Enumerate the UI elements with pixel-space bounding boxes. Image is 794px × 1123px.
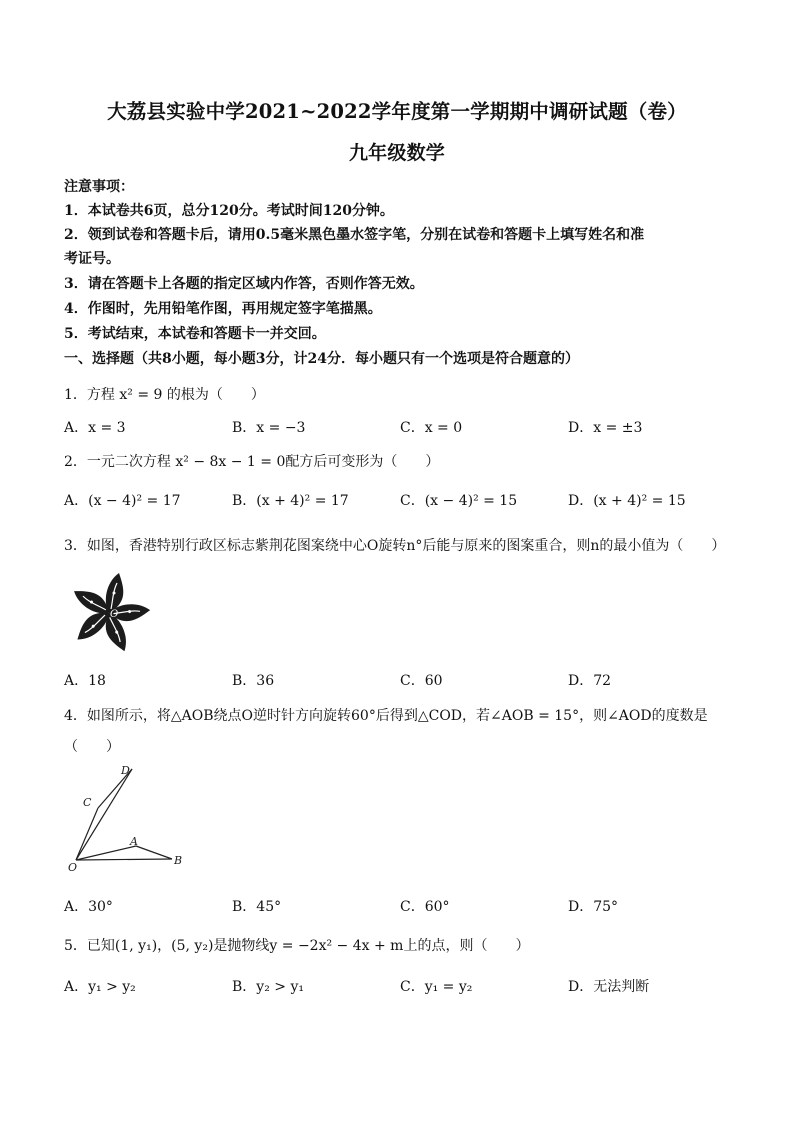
q1-option-b: B．x = −3	[232, 420, 306, 436]
q5-option-c: C．y₁ = y₂	[400, 979, 473, 995]
q5-option-a: A．y₁ > y₂	[64, 979, 136, 995]
q5-option-b: B．y₂ > y₁	[232, 979, 304, 995]
q4-option-b: B．45°	[232, 899, 282, 915]
label-c: C	[83, 796, 92, 809]
q3-option-c: C．60	[400, 673, 443, 689]
q2-option-b: B．(x + 4)² = 17	[232, 493, 349, 509]
notice-item-4: 4．作图时，先用铅笔作图，再用规定签字笔描黑。	[64, 301, 382, 317]
exam-subtitle: 九年级数学	[348, 142, 445, 164]
label-a: A	[130, 835, 138, 848]
notice-heading: 注意事项：	[64, 179, 134, 195]
figure3-label-o: O	[110, 609, 119, 620]
label-b: B	[174, 854, 183, 867]
triangle-rotation-figure	[62, 760, 192, 875]
section-heading: 一、选择题（共8小题，每小题3分，计24分．每小题只有一个选项是符合题意的）	[64, 351, 579, 367]
q3-option-b: B．36	[232, 673, 275, 689]
question-2-stem: 2．一元二次方程 x² − 8x − 1 = 0配方后可变形为（ ）	[64, 454, 440, 470]
q1-option-d: D．x = ±3	[568, 420, 643, 436]
q4-option-c: C．60°	[400, 899, 450, 915]
notice-item-2: 2．领到试卷和答题卡后，请用0.5毫米黑色墨水签字笔，分别在试卷和答题卡上填写姓名和准	[64, 227, 645, 243]
question-1-stem: 1．方程 x² = 9 的根为（ ）	[64, 387, 265, 403]
bauhinia-flower-figure	[64, 568, 154, 658]
q2-option-a: A．(x − 4)² = 17	[64, 493, 181, 509]
notice-item-2-cont: 考证号。	[64, 251, 120, 267]
q4-option-d: D．75°	[568, 899, 619, 915]
label-d: D	[121, 764, 130, 777]
q3-option-a: A．18	[64, 673, 106, 689]
question-4-stem: 4．如图所示，将△AOB绕点O逆时针方向旋转60°后得到△COD，若∠AOB = 15°，则∠AOD的度数是	[64, 708, 708, 724]
notice-item-5: 5．考试结束，本试卷和答题卡一并交回。	[64, 326, 326, 342]
label-o: O	[68, 861, 78, 874]
question-3-stem: 3．如图，香港特别行政区标志紫荆花图案绕中心O旋转n°后能与原来的图案重合，则n的最小值为（ ）	[64, 538, 726, 554]
question-4-stem-cont: （ ）	[64, 739, 120, 755]
question-5-stem: 5．已知(1, y₁)，(5, y₂)是抛物线y = −2x² − 4x + m上的点，则（ ）	[64, 938, 530, 954]
q1-option-c: C．x = 0	[400, 420, 463, 436]
q3-option-d: D．72	[568, 673, 612, 689]
exam-title: 大荔县实验中学2021~2022学年度第一学期期中调研试题（卷）	[107, 100, 687, 123]
q5-option-d: D．无法判断	[568, 979, 650, 995]
q1-option-a: A．x = 3	[64, 420, 126, 436]
q2-option-c: C．(x − 4)² = 15	[400, 493, 518, 509]
notice-item-3: 3．请在答题卡上各题的指定区域内作答，否则作答无效。	[64, 276, 424, 292]
notice-item-1: 1．本试卷共6页，总分120分。考试时间120分钟。	[64, 203, 394, 219]
q2-option-d: D．(x + 4)² = 15	[568, 493, 686, 509]
q4-option-a: A．30°	[64, 899, 113, 915]
